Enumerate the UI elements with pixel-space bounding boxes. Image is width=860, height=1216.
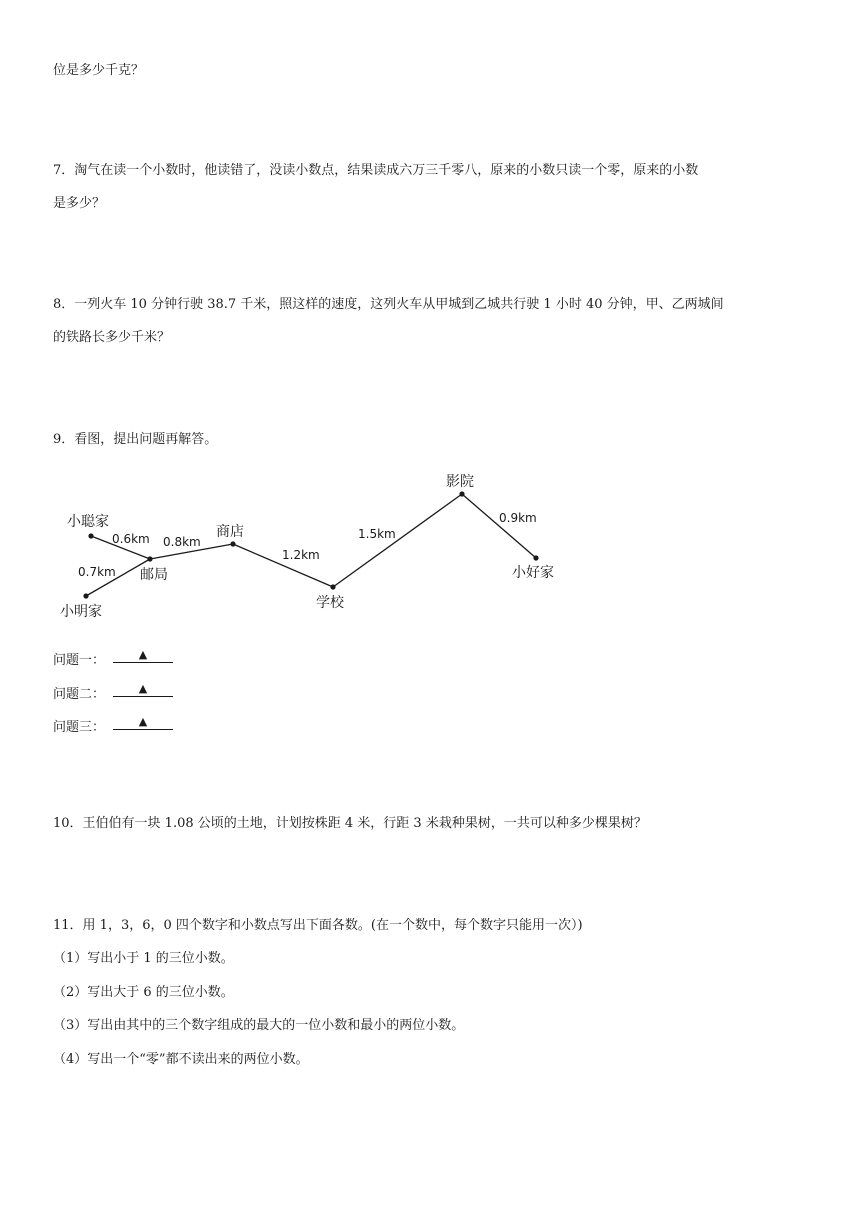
distance-post-shop: 0.8km: [163, 535, 201, 549]
q11-text: 11．用 1，3，6，0 四个数字和小数点写出下面各数。(在一个数中，每个数字只能用一次）): [53, 918, 583, 933]
label-post-office: 邮局: [140, 567, 168, 583]
q11-part-2: （2）写出大于 6 的三位小数。: [53, 985, 234, 1000]
label-shop: 商店: [216, 524, 244, 540]
question-one-label: 问题一：: [53, 653, 106, 668]
distance-school-cinema: 1.5km: [358, 527, 396, 541]
q7-text-line1: 7．淘气在读一个小数时，他读错了，没读小数点，结果读成六万三千零八，原来的小数只读一个零，原来的小数: [53, 163, 699, 178]
point-xiaocong: [88, 533, 93, 538]
question-three-label: 问题三：: [53, 720, 106, 735]
point-cinema: [459, 491, 464, 496]
q8-text-line2: 的铁路长多少千米？: [53, 330, 171, 345]
label-cinema: 影院: [446, 474, 474, 490]
q7-text-line2: 是多少？: [53, 196, 106, 211]
distance-cinema-xiaohao: 0.9km: [499, 511, 537, 525]
q11-part-1: （1）写出小于 1 的三位小数。: [53, 951, 234, 966]
label-xiaocong: 小聪家: [67, 514, 109, 530]
q8-text-line1: 8．一列火车 10 分钟行驶 38.7 千米，照这样的速度，这列火车从甲城到乙城共行驶 1 小时 40 分钟，甲、乙两城间: [53, 297, 724, 312]
point-xiaoming: [83, 593, 88, 598]
label-xiaohao: 小好家: [512, 565, 554, 581]
q10-text: 10．王伯伯有一块 1.08 公顷的土地，计划按株距 4 米，行距 3 米栽种果树，一共可以种多少棵果树？: [53, 816, 647, 831]
point-xiaohao: [533, 555, 538, 560]
label-school: 学校: [316, 595, 344, 611]
road-cinema-xiaohao: [462, 494, 536, 558]
prev-question-tail: 位是多少千克？: [53, 63, 145, 78]
point-school: [330, 584, 335, 589]
question-three-blank[interactable]: ▲: [113, 715, 173, 730]
q9-prompt: 9．看图，提出问题再解答。: [53, 432, 218, 447]
q11-part-4: （4）写出一个“零”都不读出来的两位小数。: [53, 1052, 309, 1067]
route-map-diagram: [50, 465, 570, 625]
q11-part-3: （3）写出由其中的三个数字组成的最大的一位小数和最小的两位小数。: [53, 1018, 465, 1033]
question-one-blank[interactable]: ▲: [113, 648, 173, 663]
question-two-label: 问题二：: [53, 687, 106, 702]
distance-xiaocong-post: 0.6km: [112, 532, 150, 546]
distance-xiaoming-post: 0.7km: [78, 565, 116, 579]
question-two-blank[interactable]: ▲: [113, 682, 173, 697]
point-shop: [230, 541, 235, 546]
point-post-office: [147, 556, 152, 561]
road-school-cinema: [333, 494, 462, 587]
distance-shop-school: 1.2km: [282, 548, 320, 562]
label-xiaoming: 小明家: [60, 604, 102, 620]
